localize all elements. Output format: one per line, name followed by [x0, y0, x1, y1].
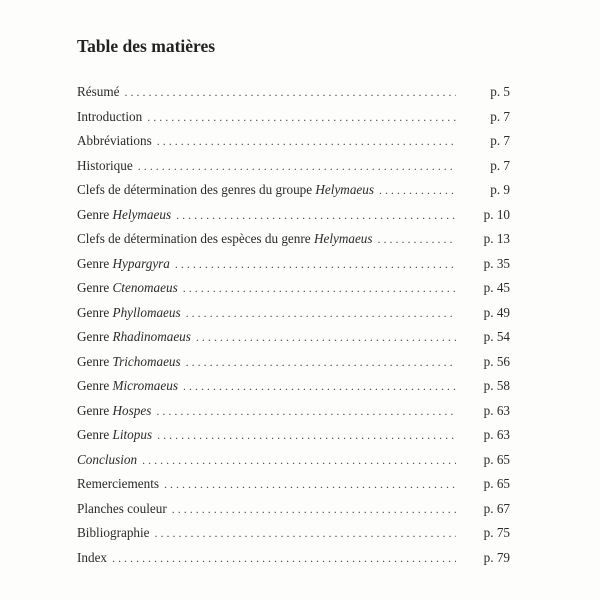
- toc-entry-label-italic: Trichomaeus: [112, 353, 181, 369]
- toc-dot-leader: [161, 472, 456, 497]
- toc-entry-page: p. 35: [483, 255, 510, 271]
- toc-entry: [77, 129, 510, 154]
- toc-entry-label: [77, 276, 180, 301]
- toc-entry-label-text: Genre: [77, 206, 113, 222]
- toc-entry: [77, 276, 510, 301]
- toc-entry-label: [77, 448, 139, 473]
- toc-entry-label-italic: Conclusion: [77, 451, 138, 467]
- toc-entry-label: [77, 203, 173, 228]
- toc-entry-label-italic: Helymaeus: [313, 231, 373, 246]
- toc-entry-label-text: Résumé: [77, 84, 120, 99]
- toc-entry-label: [77, 399, 153, 424]
- toc-entry-label-italic: Hypargyra: [112, 255, 170, 271]
- toc-entry-label-text: Remerciements: [77, 476, 160, 491]
- toc-title: Table des matières: [77, 36, 216, 56]
- toc-entry: [77, 448, 510, 473]
- toc-entry-label: [77, 374, 180, 399]
- toc-entry-page: p. 65: [483, 476, 510, 491]
- toc-entry-label: [77, 227, 375, 252]
- toc-entry-label-text: Introduction: [77, 108, 143, 124]
- toc-entry: [77, 546, 510, 571]
- toc-entry: [77, 154, 510, 179]
- toc-entry-label-text: Genre: [77, 353, 113, 369]
- toc-entry-label-text: Clefs de détermination des espèces du genre: [77, 231, 314, 246]
- toc-entry: [77, 178, 510, 203]
- toc-dot-leader: [172, 252, 456, 277]
- toc-entry-page: p. 65: [483, 451, 510, 467]
- toc-entry-page: p. 7: [490, 108, 510, 124]
- toc-list: [77, 80, 510, 570]
- toc-entry-label: [77, 497, 169, 522]
- toc-entry: [77, 521, 510, 546]
- toc-entry-label-text: Genre: [77, 427, 113, 442]
- toc-entry-label: [77, 129, 154, 154]
- toc-entry-label-text: Abbréviations: [77, 133, 152, 148]
- toc-entry-page: p. 7: [490, 157, 510, 173]
- toc-entry: [77, 423, 510, 448]
- toc-dot-leader: [180, 374, 456, 399]
- toc-entry-page: p. 13: [483, 231, 510, 246]
- toc-dot-leader: [135, 154, 456, 179]
- toc-entry-label: [77, 301, 183, 326]
- toc-entry-page: p. 9: [490, 182, 510, 197]
- toc-entry-page: p. 49: [483, 304, 510, 320]
- toc-entry-page: p. 5: [490, 84, 510, 99]
- toc-dot-leader: [376, 178, 456, 203]
- toc-dot-leader: [153, 399, 456, 424]
- toc-entry-label-text: Historique: [77, 157, 133, 173]
- toc-entry-label-italic: Ctenomaeus: [112, 280, 178, 295]
- toc-entry-label: [77, 521, 152, 546]
- toc-entry-label-text: Genre: [77, 255, 113, 271]
- toc-dot-leader: [375, 227, 456, 252]
- toc-entry: [77, 472, 510, 497]
- toc-entry: [77, 227, 510, 252]
- toc-entry-label-text: Genre: [77, 402, 113, 418]
- toc-dot-leader: [173, 203, 456, 228]
- toc-entry: [77, 80, 510, 105]
- toc-entry-label-italic: Litopus: [112, 427, 153, 442]
- toc-entry-label: [77, 472, 161, 497]
- toc-entry-page: p. 45: [483, 280, 510, 295]
- toc-dot-leader: [122, 80, 457, 105]
- toc-entry-label: [77, 252, 172, 277]
- toc-entry-label-text: Genre: [77, 378, 113, 393]
- toc-entry-page: p. 58: [483, 378, 510, 393]
- toc-entry: [77, 325, 510, 350]
- toc-entry-label: [77, 325, 193, 350]
- toc-entry: [77, 350, 510, 375]
- toc-dot-leader: [183, 350, 456, 375]
- toc-dot-leader: [152, 521, 456, 546]
- toc-entry-label-italic: Rhadinomaeus: [112, 329, 191, 344]
- toc-dot-leader: [180, 276, 456, 301]
- toc-entry: [77, 374, 510, 399]
- toc-entry-page: p. 63: [483, 402, 510, 418]
- toc-entry: [77, 203, 510, 228]
- toc-entry-label-text: Clefs de détermination des genres du groupe: [77, 182, 316, 197]
- toc-entry-label-italic: Hospes: [112, 402, 152, 418]
- toc-entry-label: [77, 423, 154, 448]
- toc-entry-page: p. 75: [483, 525, 510, 540]
- toc-entry-page: p. 54: [483, 329, 510, 344]
- toc-dot-leader: [154, 423, 456, 448]
- toc-dot-leader: [109, 546, 456, 571]
- toc-entry: [77, 105, 510, 130]
- toc-dot-leader: [169, 497, 456, 522]
- toc-entry-label: [77, 80, 122, 105]
- toc-entry-label-text: Genre: [77, 329, 113, 344]
- toc-dot-leader: [193, 325, 456, 350]
- toc-entry-label: [77, 350, 183, 375]
- toc-dot-leader: [139, 448, 456, 473]
- toc-entry-label: [77, 178, 376, 203]
- toc-entry-label-italic: Helymaeus: [112, 206, 172, 222]
- toc-dot-leader: [183, 301, 456, 326]
- toc-entry-label-text: Index: [77, 549, 108, 565]
- toc-entry-page: p. 67: [483, 500, 510, 516]
- toc-entry-label: [77, 105, 144, 130]
- toc-entry: [77, 301, 510, 326]
- toc-entry-page: p. 56: [483, 353, 510, 369]
- toc-entry: [77, 497, 510, 522]
- toc-entry-label-text: Bibliographie: [77, 525, 150, 540]
- toc-entry-label-text: Planches couleur: [77, 500, 167, 516]
- toc-entry-page: p. 63: [483, 427, 510, 442]
- toc-entry-label-italic: Helymaeus: [315, 182, 374, 197]
- toc-entry-label-italic: Phyllomaeus: [112, 304, 181, 320]
- toc-entry-page: p. 7: [490, 133, 510, 148]
- toc-entry-page: p. 79: [483, 549, 510, 565]
- toc-entry-label: [77, 154, 135, 179]
- toc-entry-label: [77, 546, 109, 571]
- toc-entry-label-text: Genre: [77, 280, 113, 295]
- toc-entry-label-italic: Micromaeus: [112, 378, 178, 393]
- toc-dot-leader: [144, 105, 456, 130]
- toc-entry: [77, 399, 510, 424]
- toc-dot-leader: [154, 129, 456, 154]
- toc-entry-page: p. 10: [483, 206, 510, 222]
- toc-entry: [77, 252, 510, 277]
- toc-entry-label-text: Genre: [77, 304, 113, 320]
